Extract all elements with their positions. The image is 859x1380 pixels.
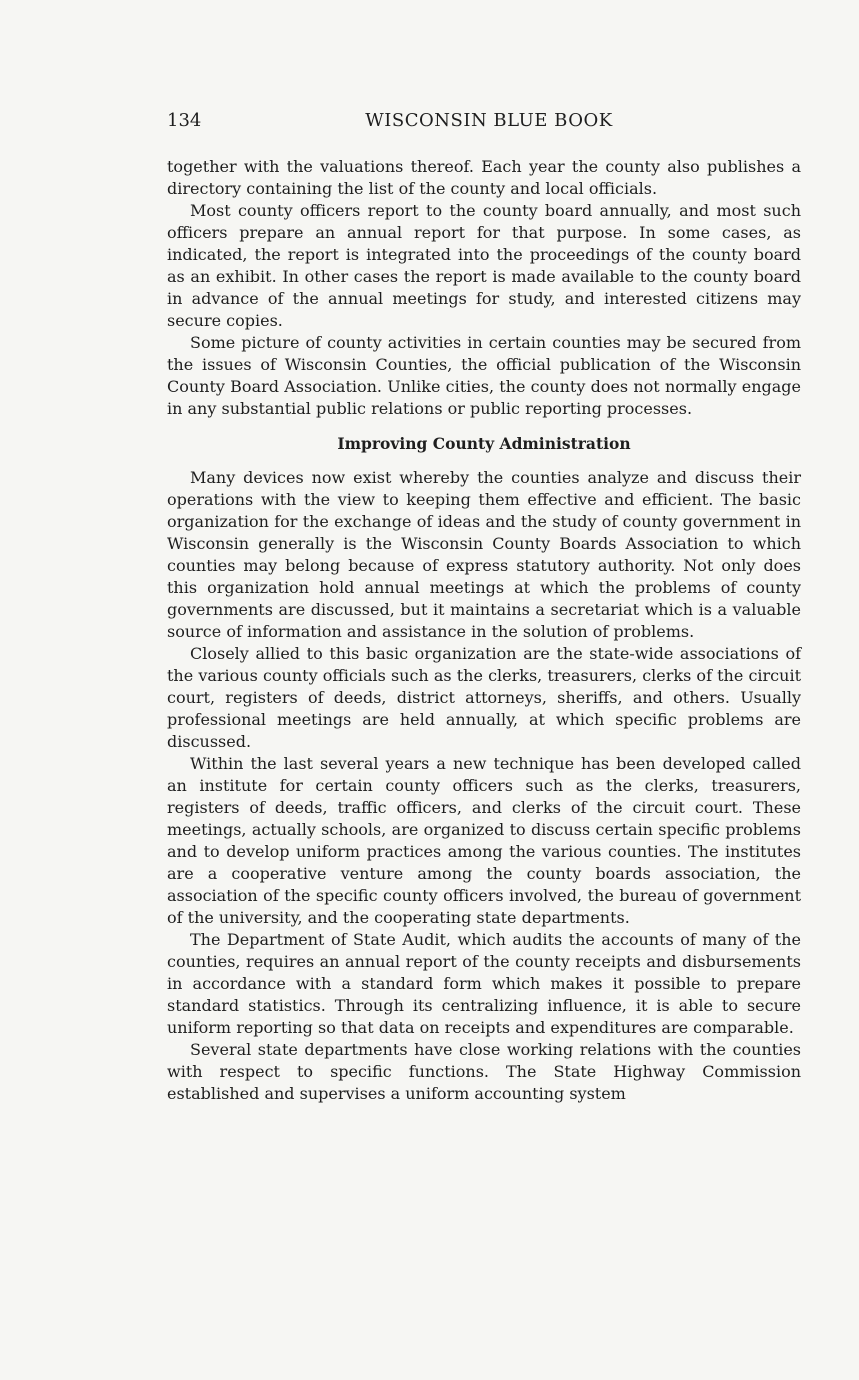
book-page <box>167 108 801 1105</box>
paragraph-continuation: together with the valuations thereof. Each year the county also publishes a directory containing the list of the county and local officials. <box>167 157 801 198</box>
paragraph: Most county officers report to the county board annually, and most such officers prepare an annual report for that purpose. In some cases, as indicated, the report is integrated into the proceedings of the county board as an exhibit. In other cases the report is made available to the county board in advance of the annual meetings for study, and interested citizens may secure copies. <box>167 201 801 330</box>
section-heading: Improving County Administration <box>337 434 631 453</box>
paragraph: Within the last several years a new technique has been developed called an institute for certain county officers such as the clerks, treasurers, registers of deeds, traffic officers, and clerks of the circuit court. These meetings, actually schools, are organized to discuss certain specific problems and to develop uniform practices among the various counties. The institutes are a cooperative venture among the county boards association, the association of the specific county officers involved, the bureau of government of the university, and the cooperating state departments. <box>167 754 801 927</box>
paragraph: The Department of State Audit, which audits the accounts of many of the counties, requires an annual report of the county receipts and disbursements in accordance with a standard form which makes it possible to prepare standard statistics. Through its centralizing influence, it is able to secure uniform reporting so that data on receipts and expenditures are comparable. <box>167 930 801 1037</box>
paragraph: Some picture of county activities in certain counties may be secured from the issues of Wisconsin Counties, the official publication of the Wisconsin County Board Association. Unlike cities, the county does not normally engage in any substantial public relations or public reporting processes. <box>167 333 801 418</box>
page-body <box>167 156 801 1105</box>
running-head: WISCONSIN BLUE BOOK <box>365 110 613 131</box>
page-number: 134 <box>167 110 202 131</box>
page-header <box>167 108 801 134</box>
paragraph: Several state departments have close working relations with the counties with respect to specific functions. The State Highway Commission established and supervises a uniform accounting system <box>167 1040 801 1103</box>
paragraph: Closely allied to this basic organization are the state-wide associations of the various county officials such as the clerks, treasurers, clerks of the circuit court, registers of deeds, district attorneys, sheriffs, and others. Usually professional meetings are held annually, at which specific problems are discussed. <box>167 644 801 751</box>
paragraph: Many devices now exist whereby the counties analyze and discuss their operations with the view to keeping them effective and efficient. The basic organization for the exchange of ideas and the study of county government in Wisconsin generally is the Wisconsin County Boards Association to which counties may belong because of express statutory authority. Not only does this organization hold annual meetings at which the problems of county governments are discussed, but it maintains a secretariat which is a valuable source of information and assistance in the solution of problems. <box>167 468 801 641</box>
